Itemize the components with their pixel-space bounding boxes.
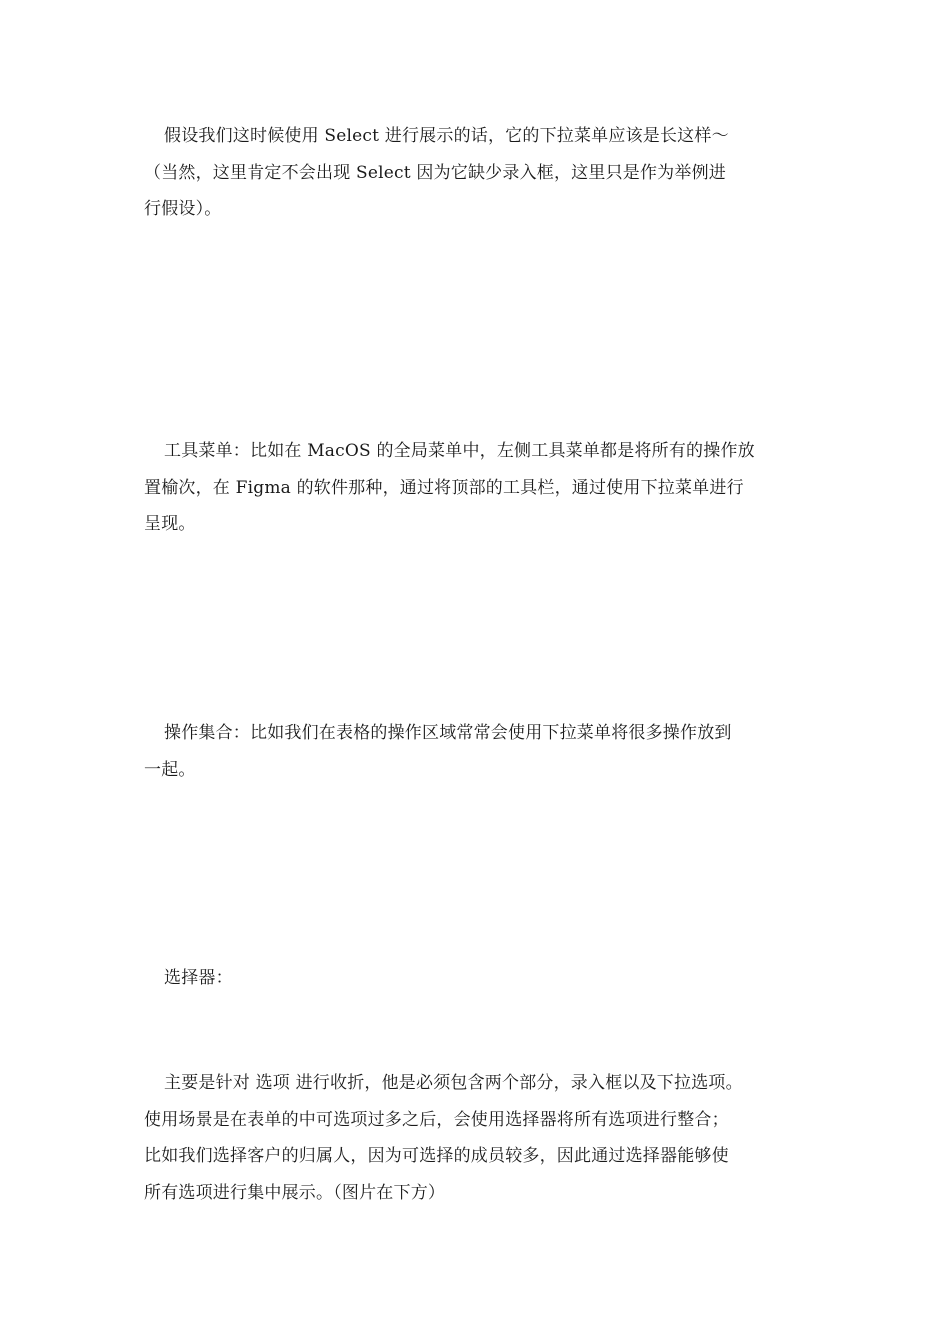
paragraph-line: 操作集合：比如我们在表格的操作区域常常会使用下拉菜单将很多操作放到 (164, 723, 732, 743)
paragraph-line: 置榆次，在 Figma 的软件那种，通过将顶部的工具栏，通过使用下拉菜单进行 (144, 477, 744, 498)
paragraph-operation-set (144, 715, 814, 788)
paragraph-select-example (144, 118, 814, 228)
paragraph-line: 行假设）。 (144, 199, 222, 219)
paragraph-selector-heading (144, 960, 814, 997)
paragraph-line: 主要是针对 选项 进行收折，他是必须包含两个部分，录入框以及下拉选项。 (164, 1073, 743, 1093)
paragraph-line: 比如我们选择客户的归属人，因为可选择的成员较多，因此通过选择器能够使 (144, 1146, 729, 1166)
paragraph-line: 呈现。 (144, 514, 196, 534)
paragraph-line: 工具菜单：比如在 MacOS 的全局菜单中，左侧工具菜单都是将所有的操作放 (164, 441, 755, 461)
section-heading: 选择器： (164, 968, 233, 988)
paragraph-line: 假设我们这时候使用 Select 进行展示的话，它的下拉菜单应该是长这样～ (164, 126, 729, 146)
paragraph-tool-menu (144, 433, 814, 543)
paragraph-line: 使用场景是在表单的中可选项过多之后，会使用选择器将所有选项进行整合； (144, 1109, 729, 1130)
paragraph-line: 一起。 (144, 759, 196, 780)
paragraph-line: （当然，这里肯定不会出现 Select 因为它缺少录入框，这里只是作为举例进 (144, 162, 726, 183)
paragraph-selector-desc (144, 1065, 814, 1211)
paragraph-line: 所有选项进行集中展示。（图片在下方） (144, 1182, 446, 1203)
